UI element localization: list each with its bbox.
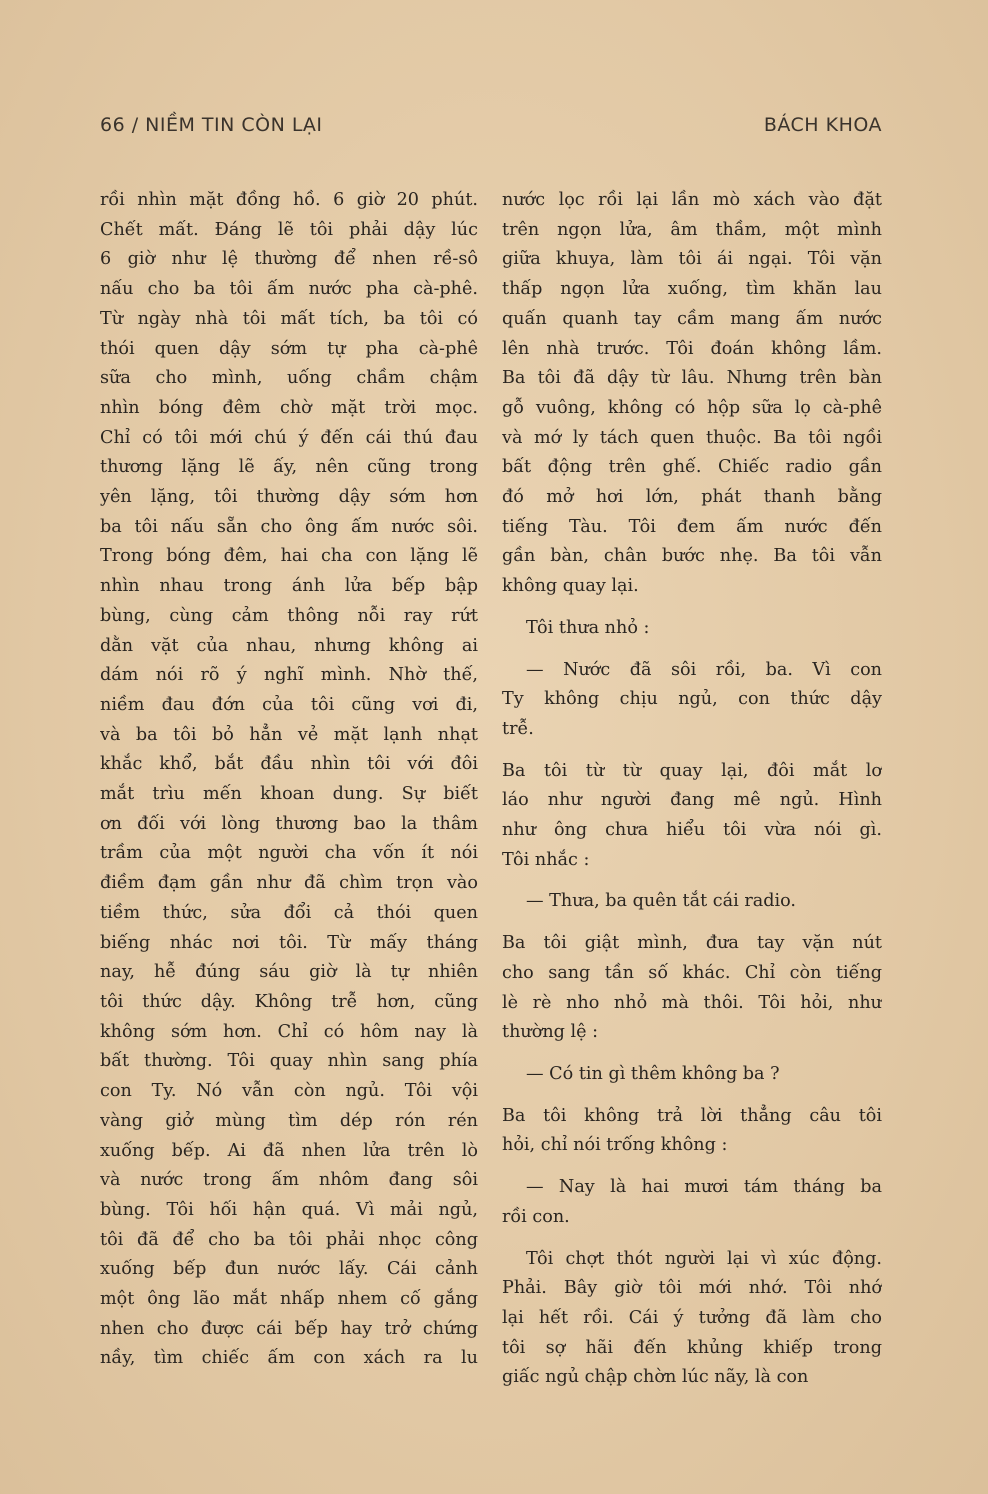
- text-line: láo như người đang mê ngủ. Hình: [502, 790, 882, 811]
- text-line: ba tôi nấu sẵn cho ông ấm nước sôi.: [100, 516, 478, 537]
- text-line: nay, hễ đúng sáu giờ là tự nhiên: [100, 962, 478, 983]
- text-line: Tôi thưa nhỏ :: [526, 617, 650, 638]
- text-line: Từ ngày nhà tôi mất tích, ba tôi có: [100, 308, 478, 329]
- paragraph: [502, 757, 882, 876]
- text-line: tôi đã để cho ba tôi phải nhọc công: [100, 1229, 478, 1250]
- paragraph: [502, 887, 882, 917]
- paragraph: [502, 1245, 882, 1394]
- text-line: và ba tôi bỏ hẳn vẻ mặt lạnh nhạt: [100, 724, 478, 745]
- text-line: giấc ngủ chập chờn lúc nãy, là con: [502, 1367, 809, 1388]
- left-column: [100, 186, 478, 1374]
- text-line: yên lặng, tôi thường dậy sớm hơn: [100, 487, 478, 508]
- text-line: trầm của một người cha vốn ít nói: [100, 843, 478, 864]
- text-line: 6 giờ như lệ thường để nhen rề-sô: [100, 249, 478, 270]
- text-line: Tôi nhắc :: [502, 849, 590, 870]
- paragraph: [502, 656, 882, 745]
- text-line: hỏi, chỉ nói trống không :: [502, 1135, 728, 1156]
- text-line: nhen cho được cái bếp hay trở chứng: [100, 1318, 478, 1339]
- text-line: Ty không chịu ngủ, con thức dậy: [502, 689, 882, 710]
- text-line: — Thưa, ba quên tắt cái radio.: [526, 891, 796, 912]
- text-line: thói quen dậy sớm tự pha cà-phê: [100, 338, 478, 359]
- text-line: bất động trên ghế. Chiếc radio gần: [502, 457, 882, 478]
- text-line: sữa cho mình, uống chầm chậm: [100, 368, 478, 389]
- text-line: vàng giở mùng tìm dép rón rén: [100, 1110, 478, 1131]
- paragraph: [502, 1173, 882, 1232]
- text-line: khắc khổ, bắt đầu nhìn tôi với đôi: [100, 754, 478, 775]
- text-line: — Nay là hai mươi tám tháng ba: [526, 1177, 882, 1198]
- text-line: xuống bếp. Ai đã nhen lửa trên lò: [100, 1140, 478, 1161]
- text-line: quấn quanh tay cầm mang ấm nước: [502, 308, 882, 329]
- text-line: nước lọc rồi lại lần mò xách vào đặt: [502, 190, 882, 210]
- text-line: tiềm thức, sửa đổi cả thói quen: [100, 902, 478, 923]
- text-line: và mớ ly tách quen thuộc. Ba tôi ngồi: [502, 427, 882, 448]
- text-line: thương lặng lẽ ấy, nên cũng trong: [100, 457, 478, 478]
- text-line: nấu cho ba tôi ấm nước pha cà-phê.: [100, 279, 478, 300]
- text-line: một ông lão mắt nhấp nhem cố gắng: [100, 1289, 478, 1310]
- text-line: Phải. Bây giờ tôi mới nhớ. Tôi nhớ: [502, 1278, 882, 1299]
- text-line: điềm đạm gần như đã chìm trọn vào: [100, 873, 478, 894]
- text-line: trên ngọn lửa, âm thầm, một mình: [502, 219, 882, 240]
- text-line: bất thường. Tôi quay nhìn sang phía: [100, 1051, 478, 1072]
- text-line: Tôi chợt thót người lại vì xúc động.: [526, 1248, 882, 1269]
- text-line: gần bàn, chân bước nhẹ. Ba tôi vẫn: [502, 546, 882, 567]
- text-line: biếng nhác nơi tôi. Từ mấy tháng: [100, 932, 478, 953]
- text-line: niềm đau đớn của tôi cũng vơi đi,: [100, 694, 478, 715]
- text-line: nhìn nhau trong ánh lửa bếp bập: [100, 576, 478, 597]
- text-line: trễ.: [502, 718, 534, 739]
- text-line: đó mở hơi lớn, phát thanh bằng: [502, 487, 882, 508]
- paragraph: [502, 614, 882, 644]
- text-line: thường lệ :: [502, 1022, 599, 1043]
- text-line: Chết mất. Đáng lẽ tôi phải dậy lúc: [100, 219, 478, 240]
- text-line: Ba tôi đã dậy từ lâu. Nhưng trên bàn: [502, 368, 882, 389]
- text-line: như ông chưa hiểu tôi vừa nói gì.: [502, 820, 882, 841]
- right-column: [502, 186, 882, 1393]
- text-line: bùng, cùng cảm thông nỗi ray rứt: [100, 605, 478, 626]
- text-line: — Nước đã sôi rồi, ba. Vì con: [526, 659, 882, 680]
- text-line: ơn đối với lòng thương bao la thâm: [100, 813, 478, 834]
- text-line: — Có tin gì thêm không ba ?: [526, 1063, 780, 1084]
- paragraph: [502, 186, 882, 602]
- page-header: [100, 114, 882, 144]
- text-line: cho sang tần số khác. Chỉ còn tiếng: [502, 962, 882, 983]
- text-line: gỗ vuông, không có hộp sữa lọ cà-phê: [502, 397, 882, 418]
- text-line: lên nhà trước. Tôi đoán không lầm.: [502, 338, 882, 359]
- text-line: và nước trong ấm nhôm đang sôi: [100, 1170, 478, 1191]
- text-line: rồi con.: [502, 1206, 570, 1227]
- magazine-name: BÁCH KHOA: [763, 114, 882, 136]
- text-line: tiếng Tàu. Tôi đem ấm nước đến: [502, 516, 882, 537]
- text-line: Trong bóng đêm, hai cha con lặng lẽ: [100, 546, 478, 567]
- paragraph: [502, 929, 882, 1048]
- text-line: dằn vặt của nhau, nhưng không ai: [100, 635, 478, 656]
- text-line: nầy, tìm chiếc ấm con xách ra lu: [100, 1348, 478, 1369]
- text-line: rồi nhìn mặt đồng hồ. 6 giờ 20 phút.: [100, 190, 478, 210]
- text-line: lè rè nho nhỏ mà thôi. Tôi hỏi, như: [502, 992, 882, 1013]
- text-line: lại hết rồi. Cái ý tưởng đã làm cho: [502, 1307, 882, 1328]
- text-line: Ba tôi từ từ quay lại, đôi mắt lơ: [502, 760, 882, 781]
- paragraph: [100, 186, 478, 1374]
- text-line: bùng. Tôi hối hận quá. Vì mải ngủ,: [100, 1199, 478, 1220]
- page-number-title: 66 / NIỀM TIN CÒN LẠI: [100, 114, 323, 136]
- text-line: Chỉ có tôi mới chú ý đến cái thú đau: [100, 427, 478, 448]
- text-line: không sớm hơn. Chỉ có hôm nay là: [100, 1021, 478, 1042]
- text-line: không quay lại.: [502, 576, 639, 597]
- text-line: nhìn bóng đêm chờ mặt trời mọc.: [100, 397, 478, 418]
- text-line: tôi sợ hãi đến khủng khiếp trong: [502, 1337, 882, 1358]
- text-line: con Ty. Nó vẫn còn ngủ. Tôi vội: [100, 1081, 478, 1102]
- text-line: xuống bếp đun nước lấy. Cái cảnh: [100, 1259, 478, 1280]
- paragraph: [502, 1060, 882, 1090]
- text-line: Ba tôi không trả lời thẳng câu tôi: [502, 1105, 882, 1126]
- text-line: Ba tôi giật mình, đưa tay vặn nút: [502, 933, 882, 954]
- text-line: thấp ngọn lửa xuống, tìm khăn lau: [502, 279, 882, 300]
- text-line: mắt trìu mến khoan dung. Sự biết: [100, 784, 478, 805]
- text-line: dám nói rõ ý nghĩ mình. Nhờ thế,: [100, 665, 478, 686]
- paragraph: [502, 1102, 882, 1161]
- text-line: giữa khuya, làm tôi ái ngại. Tôi vặn: [502, 249, 882, 270]
- text-line: tôi thức dậy. Không trễ hơn, cũng: [100, 991, 478, 1012]
